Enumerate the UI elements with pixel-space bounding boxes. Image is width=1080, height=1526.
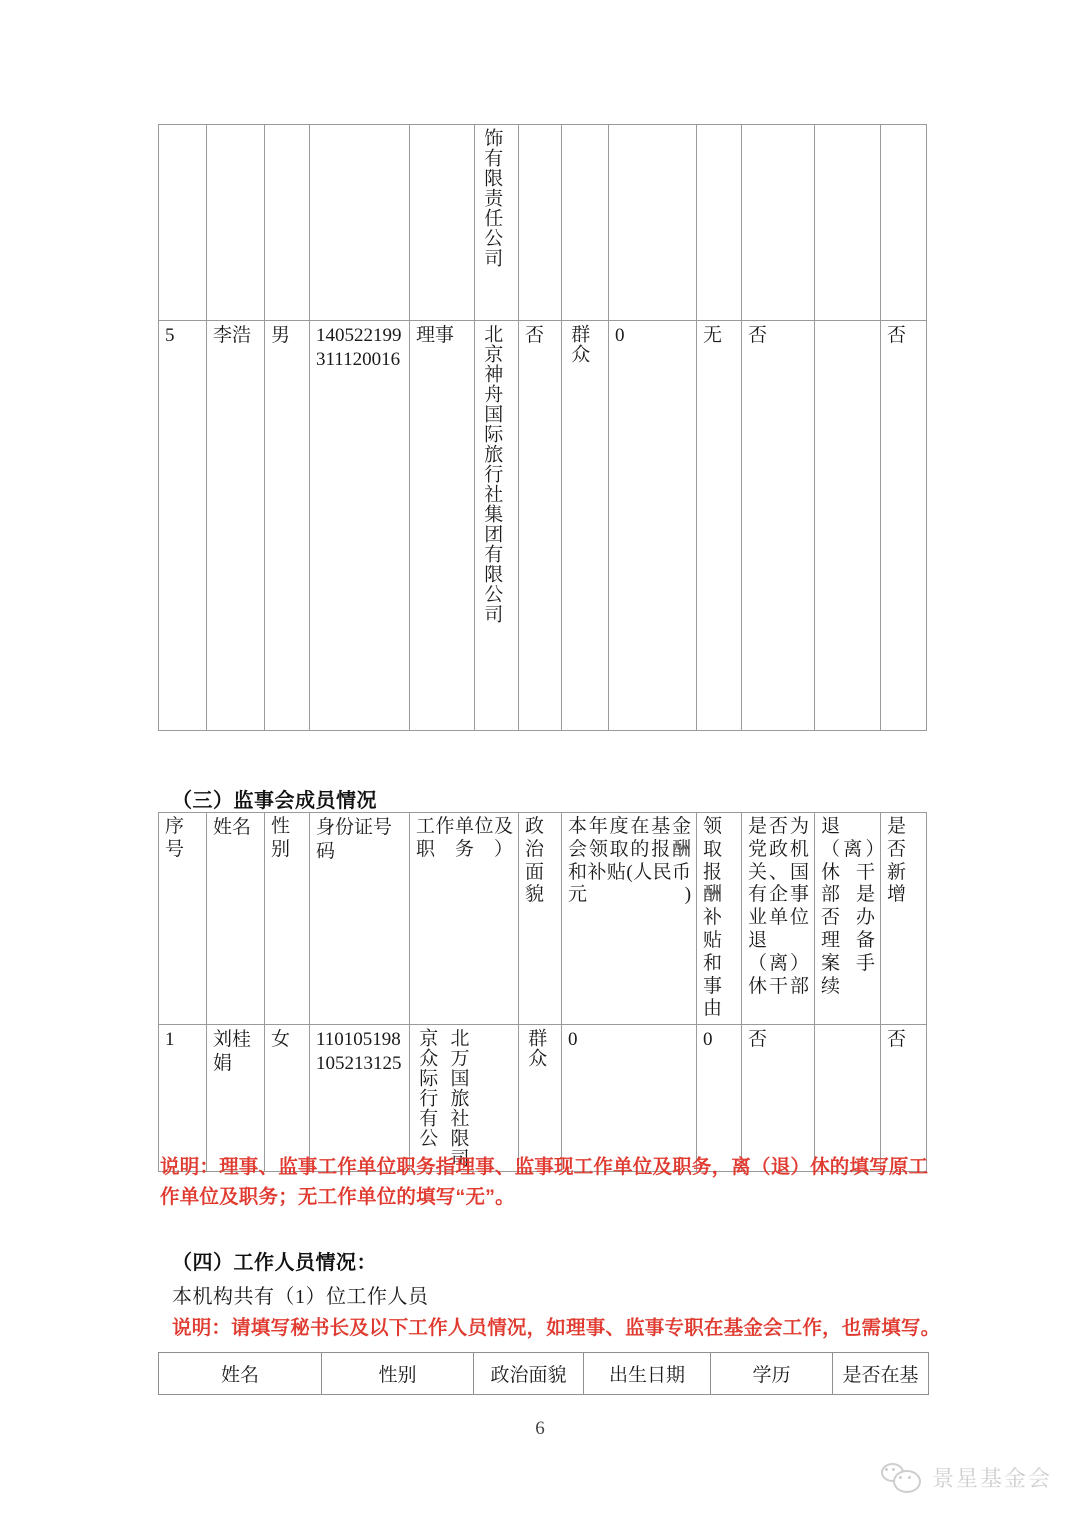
cell-retired-cadre: 否 (742, 321, 815, 731)
header-staff-political-status: 政治面貌 (474, 1353, 584, 1395)
header-staff-birthdate: 出生日期 (584, 1353, 711, 1395)
cell-seq (159, 125, 207, 321)
cell-political-status (562, 125, 609, 321)
work-unit-vertical-text: 北京神舟国际旅行社集团有限公司 (481, 324, 503, 624)
cell-is-new (881, 125, 927, 321)
header-retired-cadre: 是否为党政机关、国有企事业单位退（离）休干部 (742, 813, 815, 1025)
cell-id-number: 110105198105213125 (310, 1025, 410, 1172)
cell-political-status (562, 321, 609, 731)
table-row (159, 125, 927, 321)
header-staff-education: 学历 (711, 1353, 833, 1395)
cell-id-number (310, 125, 410, 321)
table-row (159, 321, 927, 731)
section-heading-supervisors: （三）监事会成员情况 (172, 790, 377, 812)
header-staff-gender: 性别 (322, 1353, 474, 1395)
note-staff: 说明：请填写秘书长及以下工作人员情况，如理事、监事专职在基金会工作，也需填写。 (172, 1317, 941, 1339)
table-header-row (159, 813, 927, 1025)
cell-name: 刘桂娟 (207, 1025, 265, 1172)
work-unit-vertical-text: 北万国旅社限司 京众际行有公 (416, 1028, 469, 1169)
cell-filing-done (815, 1025, 881, 1172)
page-number: 6 (535, 1418, 545, 1439)
supervisors-table (158, 812, 927, 1172)
cell-position: 理事 (410, 321, 475, 731)
cell-remuneration-reason: 无 (697, 321, 742, 731)
cell-filing-done (815, 125, 881, 321)
cell-remuneration: 0 (562, 1025, 697, 1172)
cell-remuneration-reason (697, 125, 742, 321)
cell-remuneration (609, 125, 697, 321)
footer-brand-label: 景星基金会 (931, 1466, 1052, 1491)
cell-work-unit (475, 321, 519, 731)
cell-remuneration: 0 (609, 321, 697, 731)
section-heading-staff: （四）工作人员情况： (172, 1252, 377, 1274)
cell-is-new: 否 (881, 321, 927, 731)
cell-gender: 男 (265, 321, 310, 731)
header-staff-name: 姓名 (159, 1353, 322, 1395)
table-row (159, 1025, 927, 1172)
header-gender: 性别 (265, 813, 310, 1025)
header-id-number: 身份证号码 (310, 813, 410, 1025)
cell-party-official (519, 125, 562, 321)
cell-retired-cadre (742, 125, 815, 321)
header-political-status: 政治面貌 (519, 813, 562, 1025)
cell-position (410, 125, 475, 321)
directors-table-continued (158, 124, 927, 731)
header-staff-at-foundation: 是否在基 (833, 1353, 929, 1395)
cell-seq: 5 (159, 321, 207, 731)
cell-filing-done (815, 321, 881, 731)
header-is-new: 是否新增 (881, 813, 927, 1025)
political-status-vertical-text: 群众 (525, 1028, 547, 1069)
cell-name: 李浩 (207, 321, 265, 731)
staff-count-line: 本机构共有（1）位工作人员 (172, 1286, 429, 1308)
cell-work-unit (475, 125, 519, 321)
cell-name (207, 125, 265, 321)
work-unit-vertical-text: 饰有限责任公司 (481, 128, 503, 268)
staff-table (158, 1352, 929, 1395)
cell-is-new: 否 (881, 1025, 927, 1172)
cell-work-unit-position (410, 1025, 519, 1172)
cell-retired-cadre: 否 (742, 1025, 815, 1172)
header-filing-done: 退（离）休干部是否办理备案手续 (815, 813, 881, 1025)
header-name: 姓名 (207, 813, 265, 1025)
header-remuneration-reason: 领取报酬补贴和事由 (697, 813, 742, 1025)
cell-gender: 女 (265, 1025, 310, 1172)
header-work-unit-position: 工作单位及职务） (410, 813, 519, 1025)
table-header-row (159, 1353, 929, 1395)
note-directors-supervisors: 说明：理事、监事工作单位职务指理事、监事现工作单位及职务，离（退）休的填写原工作单位及职务；无工作单位的填写“无”。 (160, 1156, 929, 1209)
political-status-vertical-text: 群众 (568, 324, 590, 364)
header-seq: 序号 (159, 813, 207, 1025)
cell-gender (265, 125, 310, 321)
cell-id-number: 140522199311120016 (310, 321, 410, 731)
footer-brand (881, 1462, 1052, 1493)
cell-remuneration-reason: 0 (697, 1025, 742, 1172)
wechat-icon (881, 1463, 923, 1493)
header-remuneration: 本年度在基金会领取的报酬和补贴(人民币元) (562, 813, 697, 1025)
cell-political-status (519, 1025, 562, 1172)
cell-seq: 1 (159, 1025, 207, 1172)
cell-party-official: 否 (519, 321, 562, 731)
